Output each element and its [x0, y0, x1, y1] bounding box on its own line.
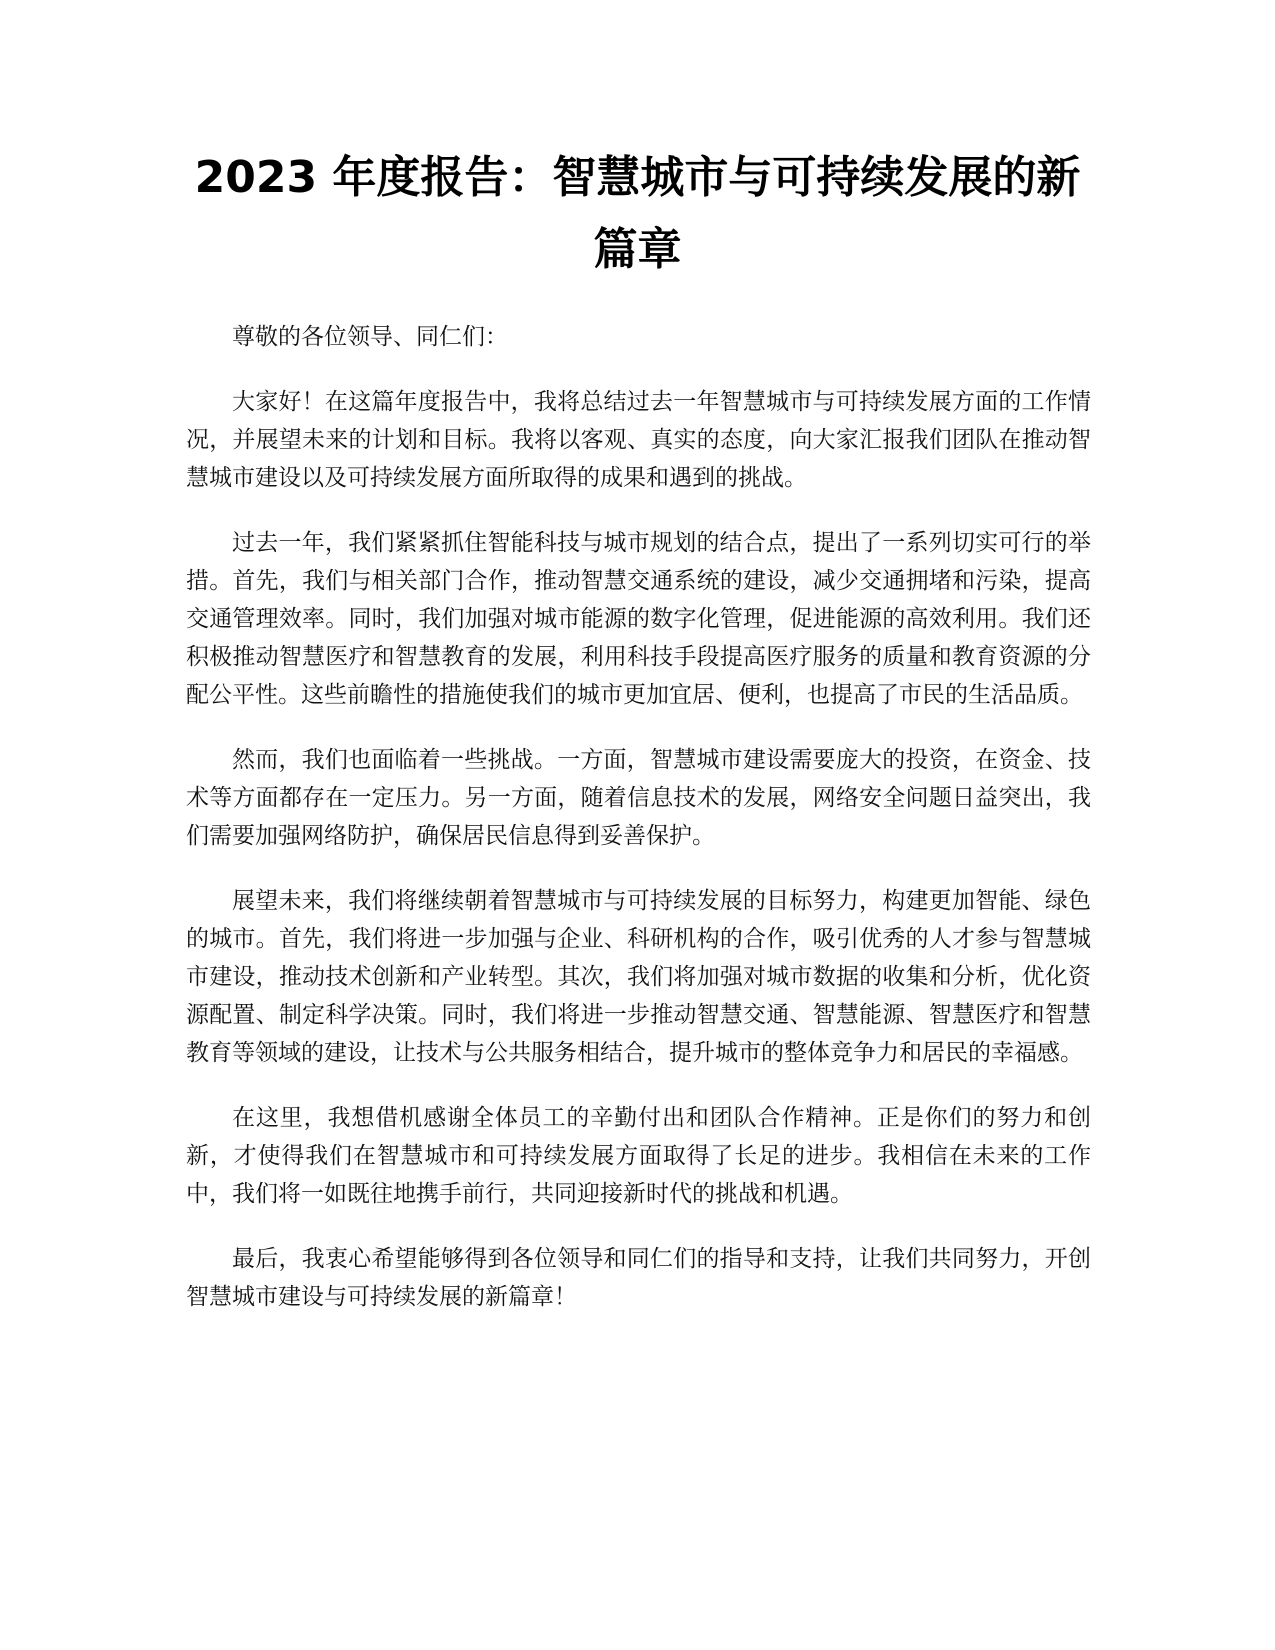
document-body	[186, 318, 1091, 1343]
greeting-paragraph: 尊敬的各位领导、同仁们：	[232, 324, 508, 350]
paragraph-closing: 最后，我衷心希望能够得到各位领导和同仁们的指导和支持，让我们共同努力，开创智慧城市建设与可持续发展的新篇章！	[186, 1246, 1091, 1310]
document-title: 2023 年度报告：智慧城市与可持续发展的新篇章	[194, 152, 1081, 275]
paragraph-outlook: 展望未来，我们将继续朝着智慧城市与可持续发展的目标努力，构建更加智能、绿色的城市。首先，我们将进一步加强与企业、科研机构的合作，吸引优秀的人才参与智慧城市建设，推动技术创新和产业转型。其次，我们将加强对城市数据的收集和分析，优化资源配置、制定科学决策。同时，我们将进一步推动智慧交通、智慧能源、智慧医疗和智慧教育等领域的建设，让技术与公共服务相结合，提升城市的整体竞争力和居民的幸福感。	[186, 888, 1091, 1066]
paragraph-thanks: 在这里，我想借机感谢全体员工的辛勤付出和团队合作精神。正是你们的努力和创新，才使得我们在智慧城市和可持续发展方面取得了长足的进步。我相信在未来的工作中，我们将一如既往地携手前行，共同迎接新时代的挑战和机遇。	[186, 1105, 1091, 1207]
paragraph-challenges: 然而，我们也面临着一些挑战。一方面，智慧城市建设需要庞大的投资，在资金、技术等方面都存在一定压力。另一方面，随着信息技术的发展，网络安全问题日益突出，我们需要加强网络防护，确保居民信息得到妥善保护。	[186, 747, 1091, 849]
paragraph-intro: 大家好！在这篇年度报告中，我将总结过去一年智慧城市与可持续发展方面的工作情况，并展望未来的计划和目标。我将以客观、真实的态度，向大家汇报我们团队在推动智慧城市建设以及可持续发展方面所取得的成果和遇到的挑战。	[186, 389, 1091, 491]
paragraph-achievements: 过去一年，我们紧紧抓住智能科技与城市规划的结合点，提出了一系列切实可行的举措。首先，我们与相关部门合作，推动智慧交通系统的建设，减少交通拥堵和污染，提高交通管理效率。同时，我们加强对城市能源的数字化管理，促进能源的高效利用。我们还积极推动智慧医疗和智慧教育的发展，利用科技手段提高医疗服务的质量和教育资源的分配公平性。这些前瞻性的措施使我们的城市更加宜居、便利，也提高了市民的生活品质。	[186, 530, 1091, 708]
